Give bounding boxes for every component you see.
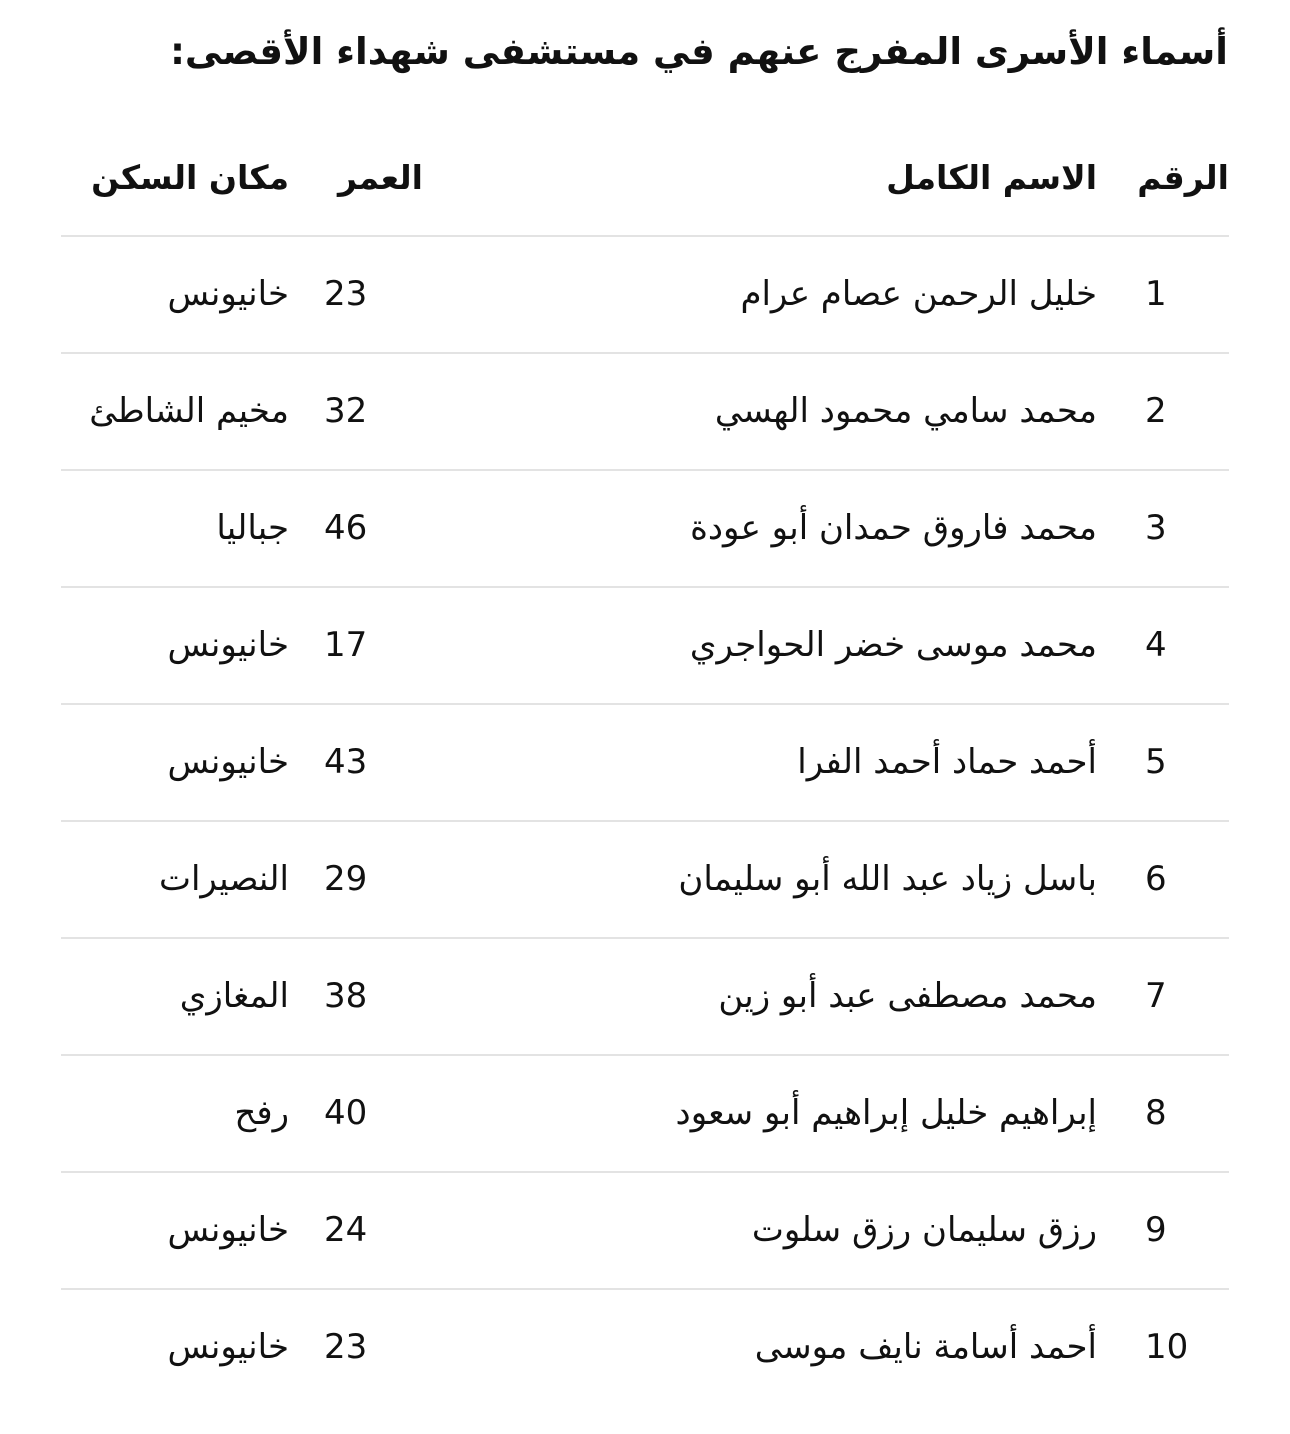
row-age: 23 xyxy=(324,1327,368,1367)
row-age: 32 xyxy=(324,391,368,431)
row-number: 7 xyxy=(1145,976,1167,1016)
table-row xyxy=(61,822,1229,939)
row-number: 8 xyxy=(1145,1093,1167,1133)
row-number: 6 xyxy=(1145,859,1167,899)
row-number: 3 xyxy=(1145,508,1167,548)
table-row xyxy=(61,1056,1229,1173)
table-row xyxy=(61,588,1229,705)
row-full-name: أحمد حماد أحمد الفرا xyxy=(797,742,1097,782)
page-title: أسماء الأسرى المفرج عنهم في مستشفى شهداء الأقصى: xyxy=(170,30,1228,73)
row-residence: رفح xyxy=(234,1093,289,1133)
header-number: الرقم xyxy=(1137,158,1229,197)
table-row xyxy=(61,939,1229,1056)
header-full-name: الاسم الكامل xyxy=(886,158,1097,197)
row-full-name: أحمد أسامة نايف موسى xyxy=(754,1327,1097,1367)
row-number: 9 xyxy=(1145,1210,1167,1250)
row-residence: جباليا xyxy=(216,508,289,548)
row-full-name: إبراهيم خليل إبراهيم أبو سعود xyxy=(675,1093,1097,1133)
row-residence: المغازي xyxy=(179,976,289,1016)
row-number: 1 xyxy=(1145,274,1167,314)
table-row xyxy=(61,705,1229,822)
prisoners-table xyxy=(61,120,1229,1407)
row-number: 5 xyxy=(1145,742,1167,782)
row-full-name: خليل الرحمن عصام عرام xyxy=(740,274,1097,314)
row-full-name: محمد فاروق حمدان أبو عودة xyxy=(690,508,1097,548)
header-residence: مكان السكن xyxy=(91,158,289,197)
row-age: 40 xyxy=(324,1093,368,1133)
table-header-row xyxy=(61,120,1229,237)
row-age: 46 xyxy=(324,508,368,548)
row-age: 43 xyxy=(324,742,368,782)
table-row xyxy=(61,1290,1229,1407)
row-age: 29 xyxy=(324,859,368,899)
row-age: 38 xyxy=(324,976,368,1016)
row-residence: خانيونس xyxy=(167,742,289,782)
row-full-name: محمد موسى خضر الحواجري xyxy=(689,625,1097,665)
row-number: 10 xyxy=(1145,1327,1189,1367)
row-full-name: محمد سامي محمود الهسي xyxy=(714,391,1097,431)
table-row xyxy=(61,237,1229,354)
table-row xyxy=(61,1173,1229,1290)
row-residence: خانيونس xyxy=(167,1210,289,1250)
row-full-name: محمد مصطفى عبد أبو زين xyxy=(718,976,1097,1016)
row-residence: خانيونس xyxy=(167,1327,289,1367)
table-row xyxy=(61,354,1229,471)
row-full-name: باسل زياد عبد الله أبو سليمان xyxy=(678,859,1097,899)
row-residence: مخيم الشاطئ xyxy=(89,391,289,431)
row-age: 23 xyxy=(324,274,368,314)
row-residence: النصيرات xyxy=(158,859,289,899)
row-residence: خانيونس xyxy=(167,625,289,665)
row-full-name: رزق سليمان رزق سلوت xyxy=(751,1210,1097,1250)
row-number: 2 xyxy=(1145,391,1167,431)
row-age: 24 xyxy=(324,1210,368,1250)
row-age: 17 xyxy=(324,625,368,665)
header-age: العمر xyxy=(338,158,423,197)
row-number: 4 xyxy=(1145,625,1167,665)
table-row xyxy=(61,471,1229,588)
row-residence: خانيونس xyxy=(167,274,289,314)
